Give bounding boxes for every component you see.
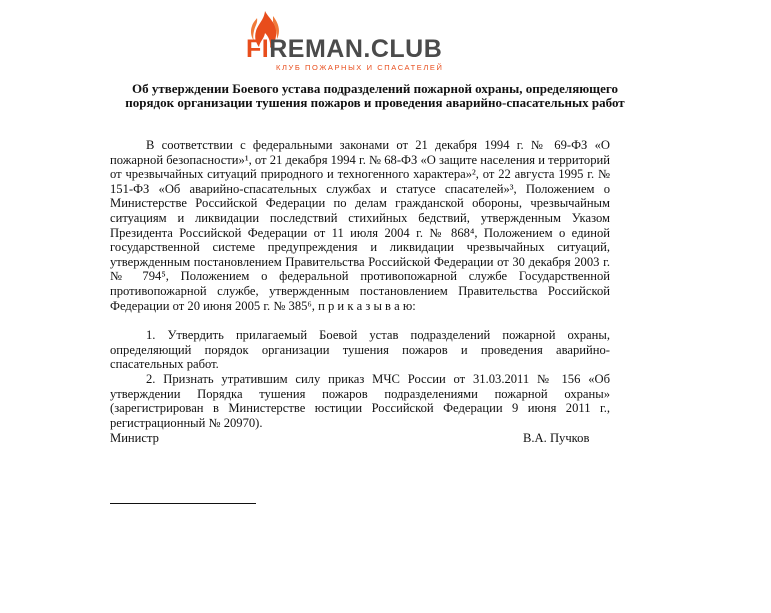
document-title (110, 82, 640, 110)
logo-wordmark (246, 34, 442, 64)
footnote-separator (110, 503, 256, 504)
logo-wordmark-accent: FI (246, 35, 270, 63)
site-logo[interactable] (246, 10, 456, 72)
signature-position: Министр (110, 431, 159, 445)
preamble-paragraph: В соответствии с федеральными законами от 21 декабря 1994 г. № 69-ФЗ «О пожарной безопасности»¹, от 21 декабря 1994 г. № 68-ФЗ «О защите населения и территорий от чрезвычайных ситуаций природного и техногенного характера»², от 22 августа 1995 г. № 151-ФЗ «Об аварийно-спасательных службах и статусе спасателей»³, Положением о Министерстве Российской Федерации по делам гражданской обороны, чрезвычайным ситуациям и ликвидации последствий стихийных бедствий, утвержденным Указом Президента Российской Федерации от 11 июля 2004 г. № 868⁴, Положением о единой государственной системе предупреждения и ликвидации чрезвычайных ситуаций, утвержденным постановлением Правительства Российской Федерации от 30 декабря 2003 г. № 794⁵, Положением о федеральной противопожарной службе Государственной противопожарной службе, утвержденным постановлением Правительства Российской Федерации от 20 июня 2005 г. № 385⁶, п р и к а з ы в а ю: (110, 138, 610, 313)
order-item-1: 1. Утвердить прилагаемый Боевой устав подразделений пожарной охраны, определяющий порядок организации тушения пожаров и проведения аварийно-спасательных работ. (110, 328, 610, 372)
logo-tagline: КЛУБ ПОЖАРНЫХ И СПАСАТЕЛЕЙ (276, 63, 444, 72)
document-body (110, 138, 610, 430)
logo-wordmark-main: REMAN.CLUB (269, 35, 443, 63)
order-item-2: 2. Признать утратившим силу приказ МЧС России от 31.03.2011 № 156 «Об утверждении Порядка тушения пожаров подразделениями пожарной охраны» (зарегистрирован в Министерстве юстиции Российской Федерации 9 июня 2011 г., регистрационный № 20970). (110, 371, 610, 430)
signature-name: В.А. Пучков (523, 431, 590, 445)
title-line-2: порядок организации тушения пожаров и проведения аварийно-спасательных работ (125, 95, 625, 110)
title-line-1: Об утверждении Боевого устава подразделений пожарной охраны, определяющего (132, 81, 618, 96)
